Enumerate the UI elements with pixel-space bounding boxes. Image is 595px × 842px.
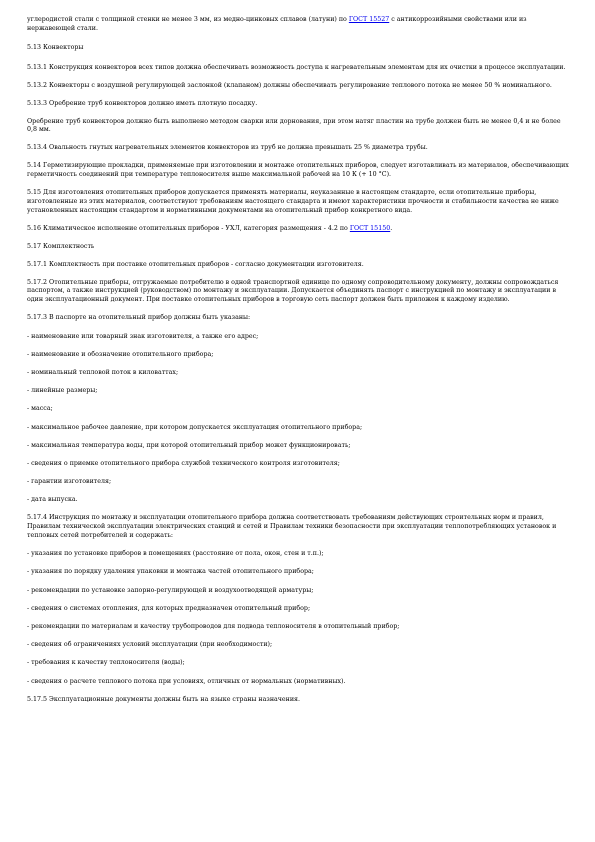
list-item: - сведения о приемке отопительного прибора службой технического контроля изготовителя; — [27, 459, 340, 467]
gost-15527-link[interactable]: ГОСТ 15527 — [348, 16, 390, 23]
paragraph-5-17-3: 5.17.3 В паспорте на отопительный прибор должны быть указаны: — [27, 314, 251, 322]
list-item: - номинальный тепловой поток в киловаттах; — [27, 368, 179, 376]
gost-15150-link[interactable]: ГОСТ 15150 — [349, 224, 391, 232]
paragraph-text: углеродистой стали с толщиной стенки не менее 3 мм, из медно-цинковых сплавов (латуни) по — [27, 16, 349, 23]
section-heading-5-17: 5.17 Комплектность — [27, 242, 95, 250]
paragraph-text: с антикоррозийными свойствами или из нержавеющей стали. — [27, 16, 527, 32]
list-item: - максимальное рабочее давление, при котором допускается эксплуатация отопительного прибора; — [27, 423, 363, 431]
paragraph-5-13-3: 5.13.3 Оребрение труб конвекторов должно иметь плотную посадку. — [27, 99, 258, 107]
list-item: - сведения об ограничениях условий эксплуатации (при необходимости); — [27, 641, 273, 649]
list-item: - гарантии изготовителя; — [27, 478, 112, 486]
paragraph-5-14: 5.14 Герметизирующие прокладки, применяемые при изготовлении и монтаже отопительных приборов, следует изготавливать из материалов, обеспечивающих герметичность соединений при температуре теплоносителя выше максимальной рабочей на 10 К (+ 10 °С). — [27, 162, 569, 179]
paragraph-5-13-3-detail: Оребрение труб конвекторов должно быть выполнено методом сварки или дорнования, при этом натяг пластин на трубе должен быть не менее 0,4 и не более 0,8 мм. — [27, 117, 561, 134]
list-item: - масса; — [27, 405, 53, 413]
paragraph-5-13-1: 5.13.1 Конструкция конвекторов всех типов должна обеспечивать возможность доступа к нагревательным элементам для их очистки в процессе эксплуатации. — [27, 63, 566, 71]
paragraph-material-continuation — [27, 16, 569, 34]
paragraph-5-13-2: 5.13.2 Конвекторы с воздушной регулирующей заслонкой (клапаном) должны обеспечивать регулирование теплового потока не менее 50 % номинального. — [27, 81, 552, 89]
paragraph-5-15: 5.15 Для изготовления отопительных приборов допускается применять материалы, неуказанные в настоящем стандарте, если отопительные приборы, изготовленные из этих материалов, соответствуют требованиям настоящего стандарта и имеют характеристики прочности и стабильности качества не ниже установленных настоящим стандартом и нормативными документами на отопительный прибор конкретного вида. — [27, 189, 559, 214]
list-item: - наименование или товарный знак изготовителя, а также его адрес; — [27, 332, 259, 340]
list-item: - рекомендации по материалам и качеству трубопроводов для подвода теплоносителя в отопительный прибор; — [27, 622, 400, 630]
paragraph-5-13-4: 5.13.4 Овальность гнутых нагревательных элементов конвекторов из труб не должна превышать 25 % диаметра трубы. — [27, 144, 428, 152]
list-item: - максимальная температура воды, при которой отопительный прибор может функционировать; — [27, 441, 351, 449]
paragraph-5-16 — [27, 225, 569, 234]
paragraph-text: . — [390, 224, 393, 232]
paragraph-5-17-1: 5.17.1 Комплектность при поставке отопительных приборов - согласно документации изготовителя. — [27, 260, 364, 268]
list-item: - указания по установке приборов в помещениях (расстояние от пола, окон, стен и т.п.); — [27, 550, 324, 558]
document-page — [27, 16, 569, 705]
list-item: - требования к качеству теплоносителя (воды); — [27, 659, 185, 667]
list-item: - наименование и обозначение отопительного прибора; — [27, 350, 214, 358]
paragraph-5-17-5: 5.17.5 Эксплуатационные документы должны быть на языке страны назначения. — [27, 695, 301, 703]
section-heading-5-13: 5.13 Конвекторы — [27, 44, 84, 52]
list-item: - сведения о системах отопления, для которых предназначен отопительный прибор; — [27, 604, 311, 612]
list-item: - линейные размеры; — [27, 387, 98, 395]
list-item: - рекомендации по установке запорно-регулирующей и воздухоотводящей арматуры; — [27, 586, 314, 594]
paragraph-text: 5.16 Климатическое исполнение отопительных приборов - УХЛ, категория размещения - 4.2 по — [27, 224, 350, 232]
paragraph-5-17-4: 5.17.4 Инструкция по монтажу и эксплуатации отопительного прибора должна соответствовать требованиям действующих строительных норм и правил, Правилам технической эксплуатации электрических станций и сетей и Правилам техники безопасности при эксплуатации теплопотребляющих установок и тепловых сетей потребителей и содержать: — [27, 514, 557, 540]
list-item: - указания по порядку удаления упаковки и монтажа частей отопительного прибора; — [27, 568, 314, 576]
list-item: - сведения о расчете теплового потока при условиях, отличных от нормальных (нормативных). — [27, 677, 346, 685]
list-item: - дата выпуска. — [27, 496, 78, 504]
paragraph-5-17-2: 5.17.2 Отопительные приборы, отгружаемые потребителю в одной транспортной единице по одному сопроводительному документу, должны сопровождаться паспортом, а также инструкцией (руководством) по монтажу и эксплуатации. Допускается объединять паспорт с инструкцией по монтажу и эксплуатации в один эксплуатационный документ. При поставке отопительных приборов в торговую сеть паспорт должен быть приложен к каждому изделию. — [27, 278, 559, 304]
